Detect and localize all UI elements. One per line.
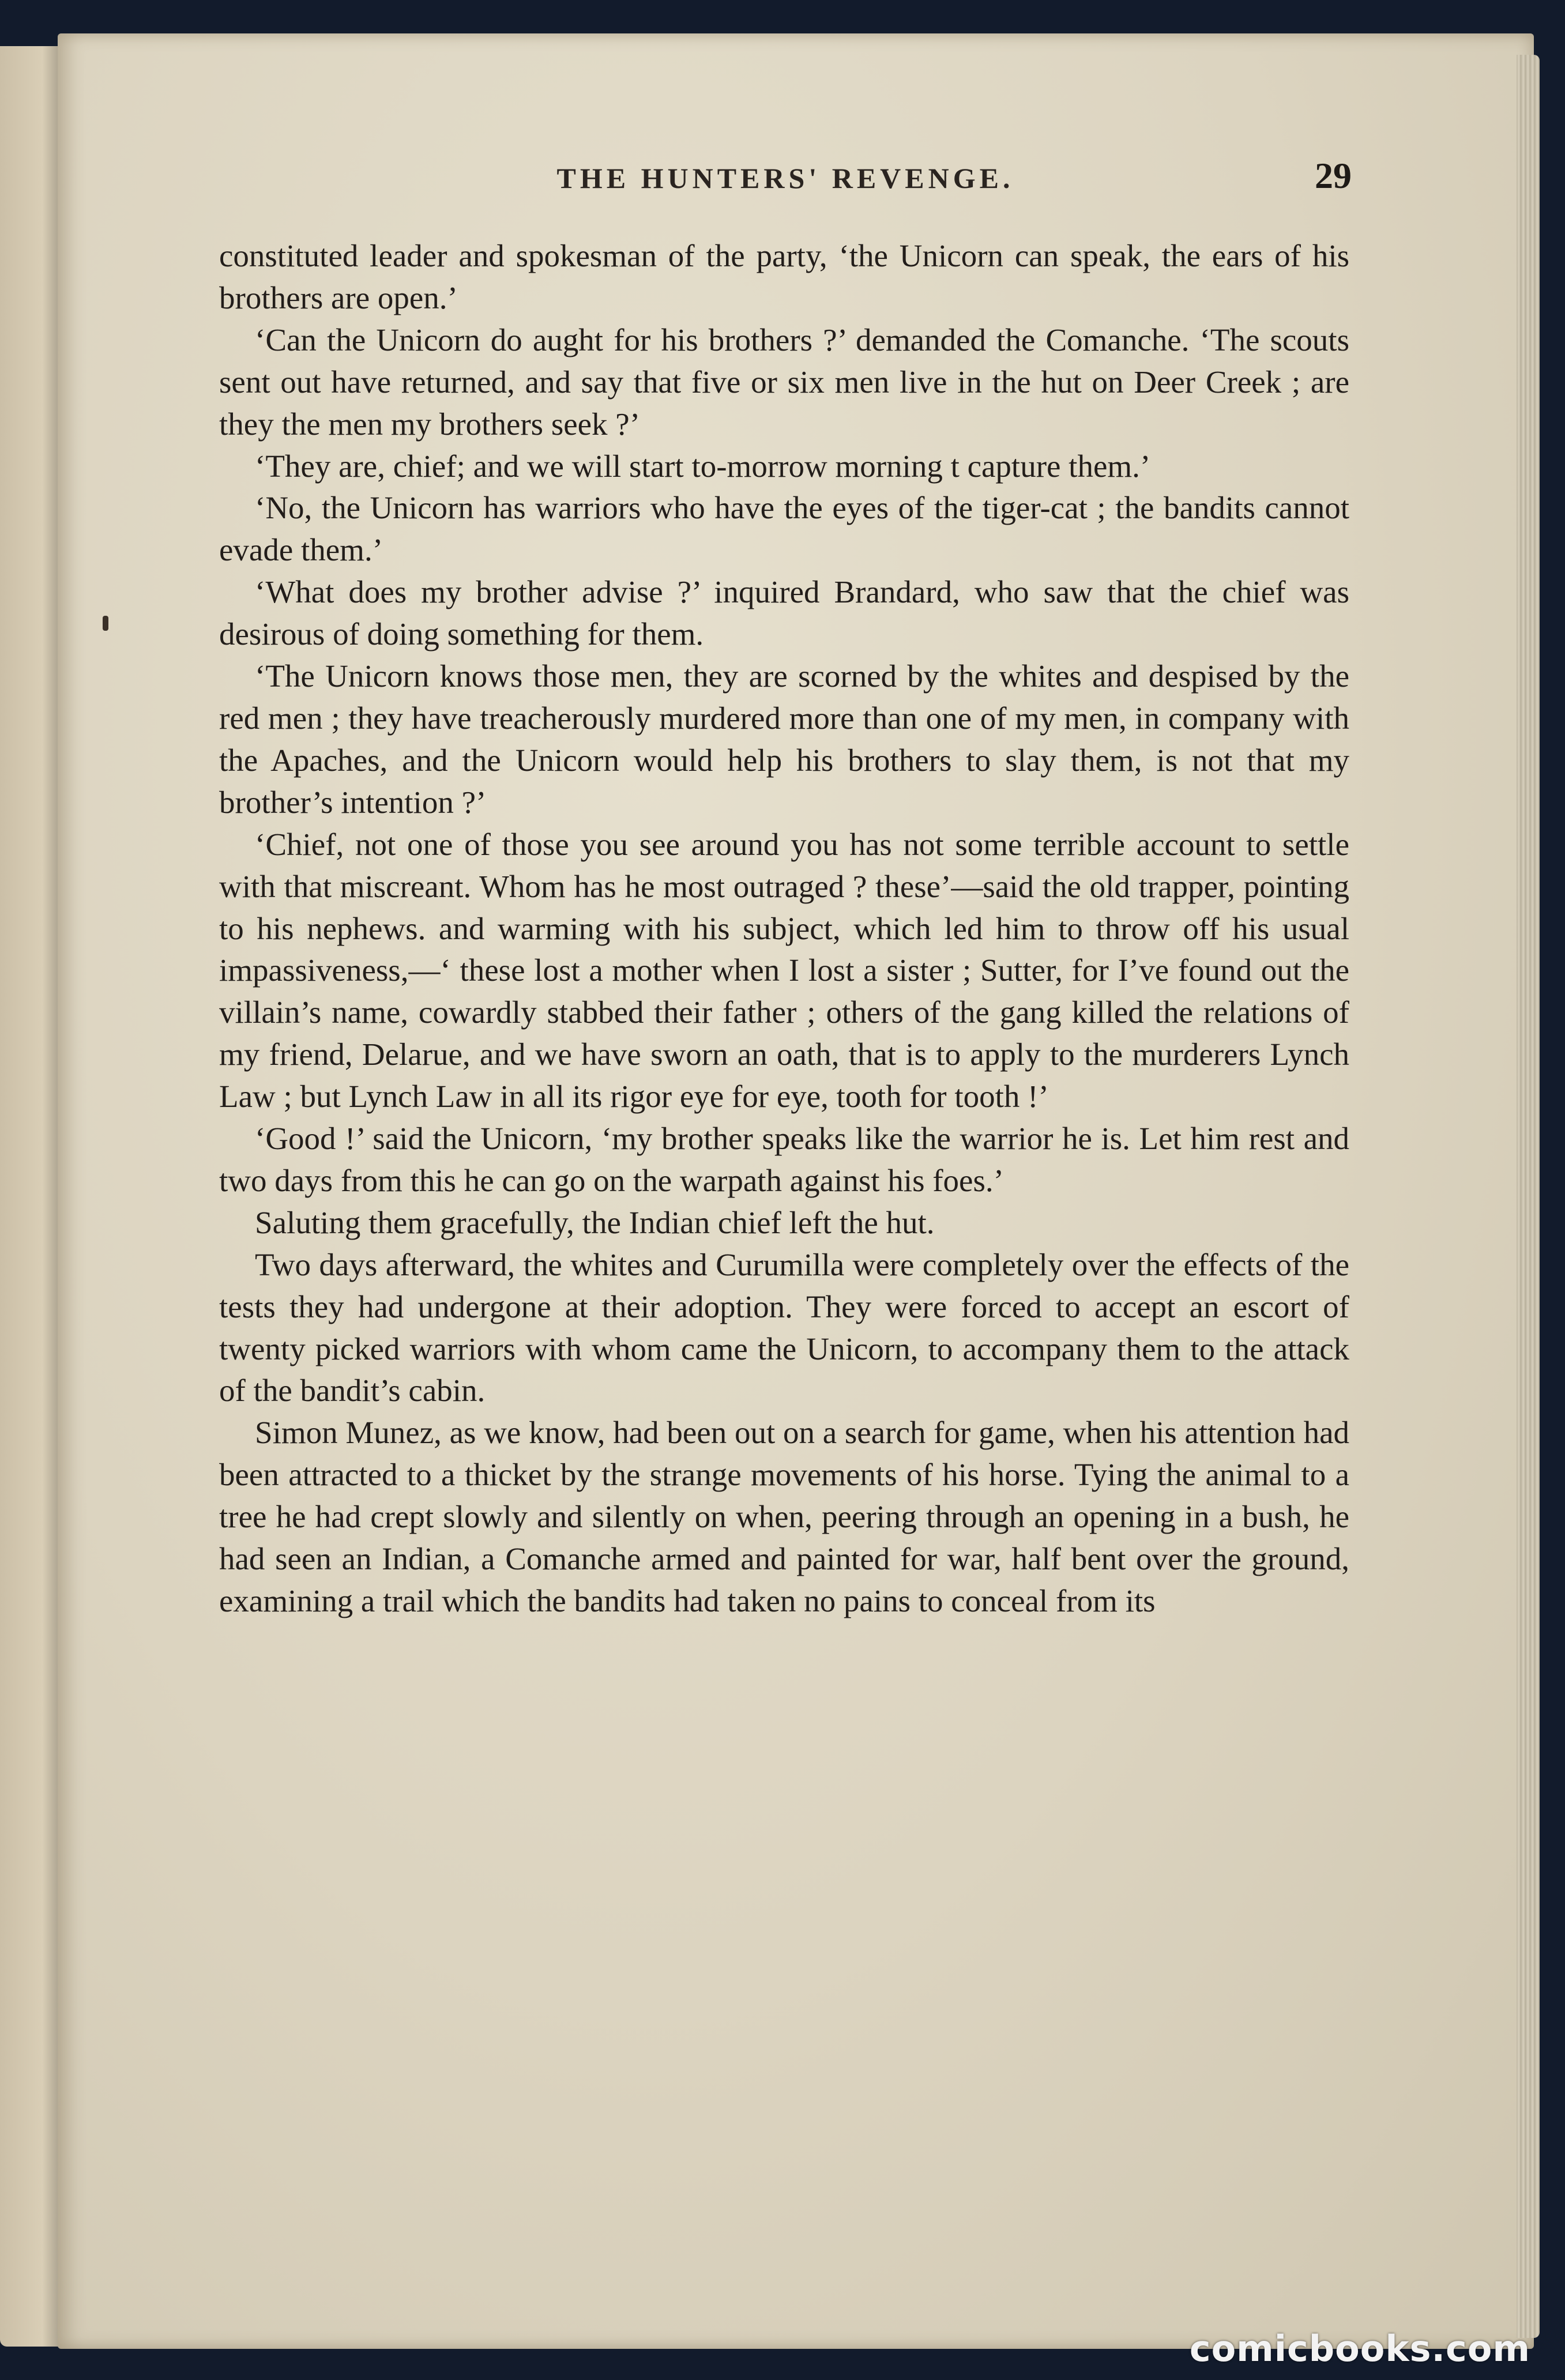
page-number: 29 <box>1315 155 1352 196</box>
paragraph: ‘No, the Unicorn has warriors who have the eyes of the tiger-cat ; the bandits cannot evade them.’ <box>219 490 1349 568</box>
paragraph: ‘The Unicorn knows those men, they are scorned by the whites and despised by the red men ; they have treacherously murdered more than one of my men, in company with the Apaches, and the Unicorn would help his brothers to slay them, is not that my brother’s intention ?’ <box>219 658 1349 820</box>
paragraph: ‘Good !’ said the Unicorn, ‘my brother speaks like the warrior he is. Let him rest and two days from this he can go on the warpath against his foes.’ <box>219 1121 1349 1198</box>
left-page-edge <box>0 46 61 2347</box>
running-title: THE HUNTERS' REVENGE. <box>556 162 1014 194</box>
body-text <box>219 235 1349 1622</box>
page-stack-edge <box>1517 55 1540 2338</box>
running-head <box>219 155 1352 201</box>
paragraph: Simon Munez, as we know, had been out on a search for game, when his attention had been attracted to a thicket by the strange movements of his horse. Tying the animal to a tree he had crept slowly and silently on when, peering through an opening in a bush, he had seen an Indian, a Comanche armed and painted for war, half bent over the ground, examining a trail which the bandits had taken no pains to conceal from its <box>219 1415 1350 1618</box>
site-watermark: comicbooks.com <box>1189 2328 1530 2370</box>
paragraph: ‘Can the Unicorn do aught for his brothers ?’ demanded the Comanche. ‘The scouts sent out have returned, and say that five or six men live in the hut on Deer Creek ; are they the men my brothers seek ?’ <box>219 322 1349 442</box>
paragraph: ‘Chief, not one of those you see around you has not some terrible account to settle with that miscreant. Whom has he most outraged ? these’—said the old trapper, pointing to his nephews. and warming with his subject, which led him to throw off his usual impassiveness,—‘ these lost a mother when I lost a sister ; Sutter, for I’ve found out the villain’s name, cowardly stabbed their father ; others of the gang killed the relations of my friend, Delarue, and we have sworn an oath, that is to apply to the murderers Lynch Law ; but Lynch Law in all its rigor eye for eye, tooth for tooth !’ <box>219 826 1349 1114</box>
paragraph: ‘What does my brother advise ?’ inquired Brandard, who saw that the chief was desirous of doing something for them. <box>219 574 1349 652</box>
paragraph: Saluting them gracefully, the Indian chief left the hut. <box>255 1204 935 1240</box>
paragraph: ‘They are, chief; and we will start to-morrow morning t capture them.’ <box>255 448 1151 484</box>
paragraph: constituted leader and spokesman of the party, ‘the Unicorn can speak, the ears of his brothers are open.’ <box>219 238 1349 315</box>
margin-mark <box>103 616 108 631</box>
paragraph: Two days afterward, the whites and Curumilla were completely over the effects of the tests they had undergone at their adoption. They were forced to accept an escort of twenty picked warriors with whom came the Unicorn, to accompany them to the attack of the bandit’s cabin. <box>219 1247 1349 1409</box>
